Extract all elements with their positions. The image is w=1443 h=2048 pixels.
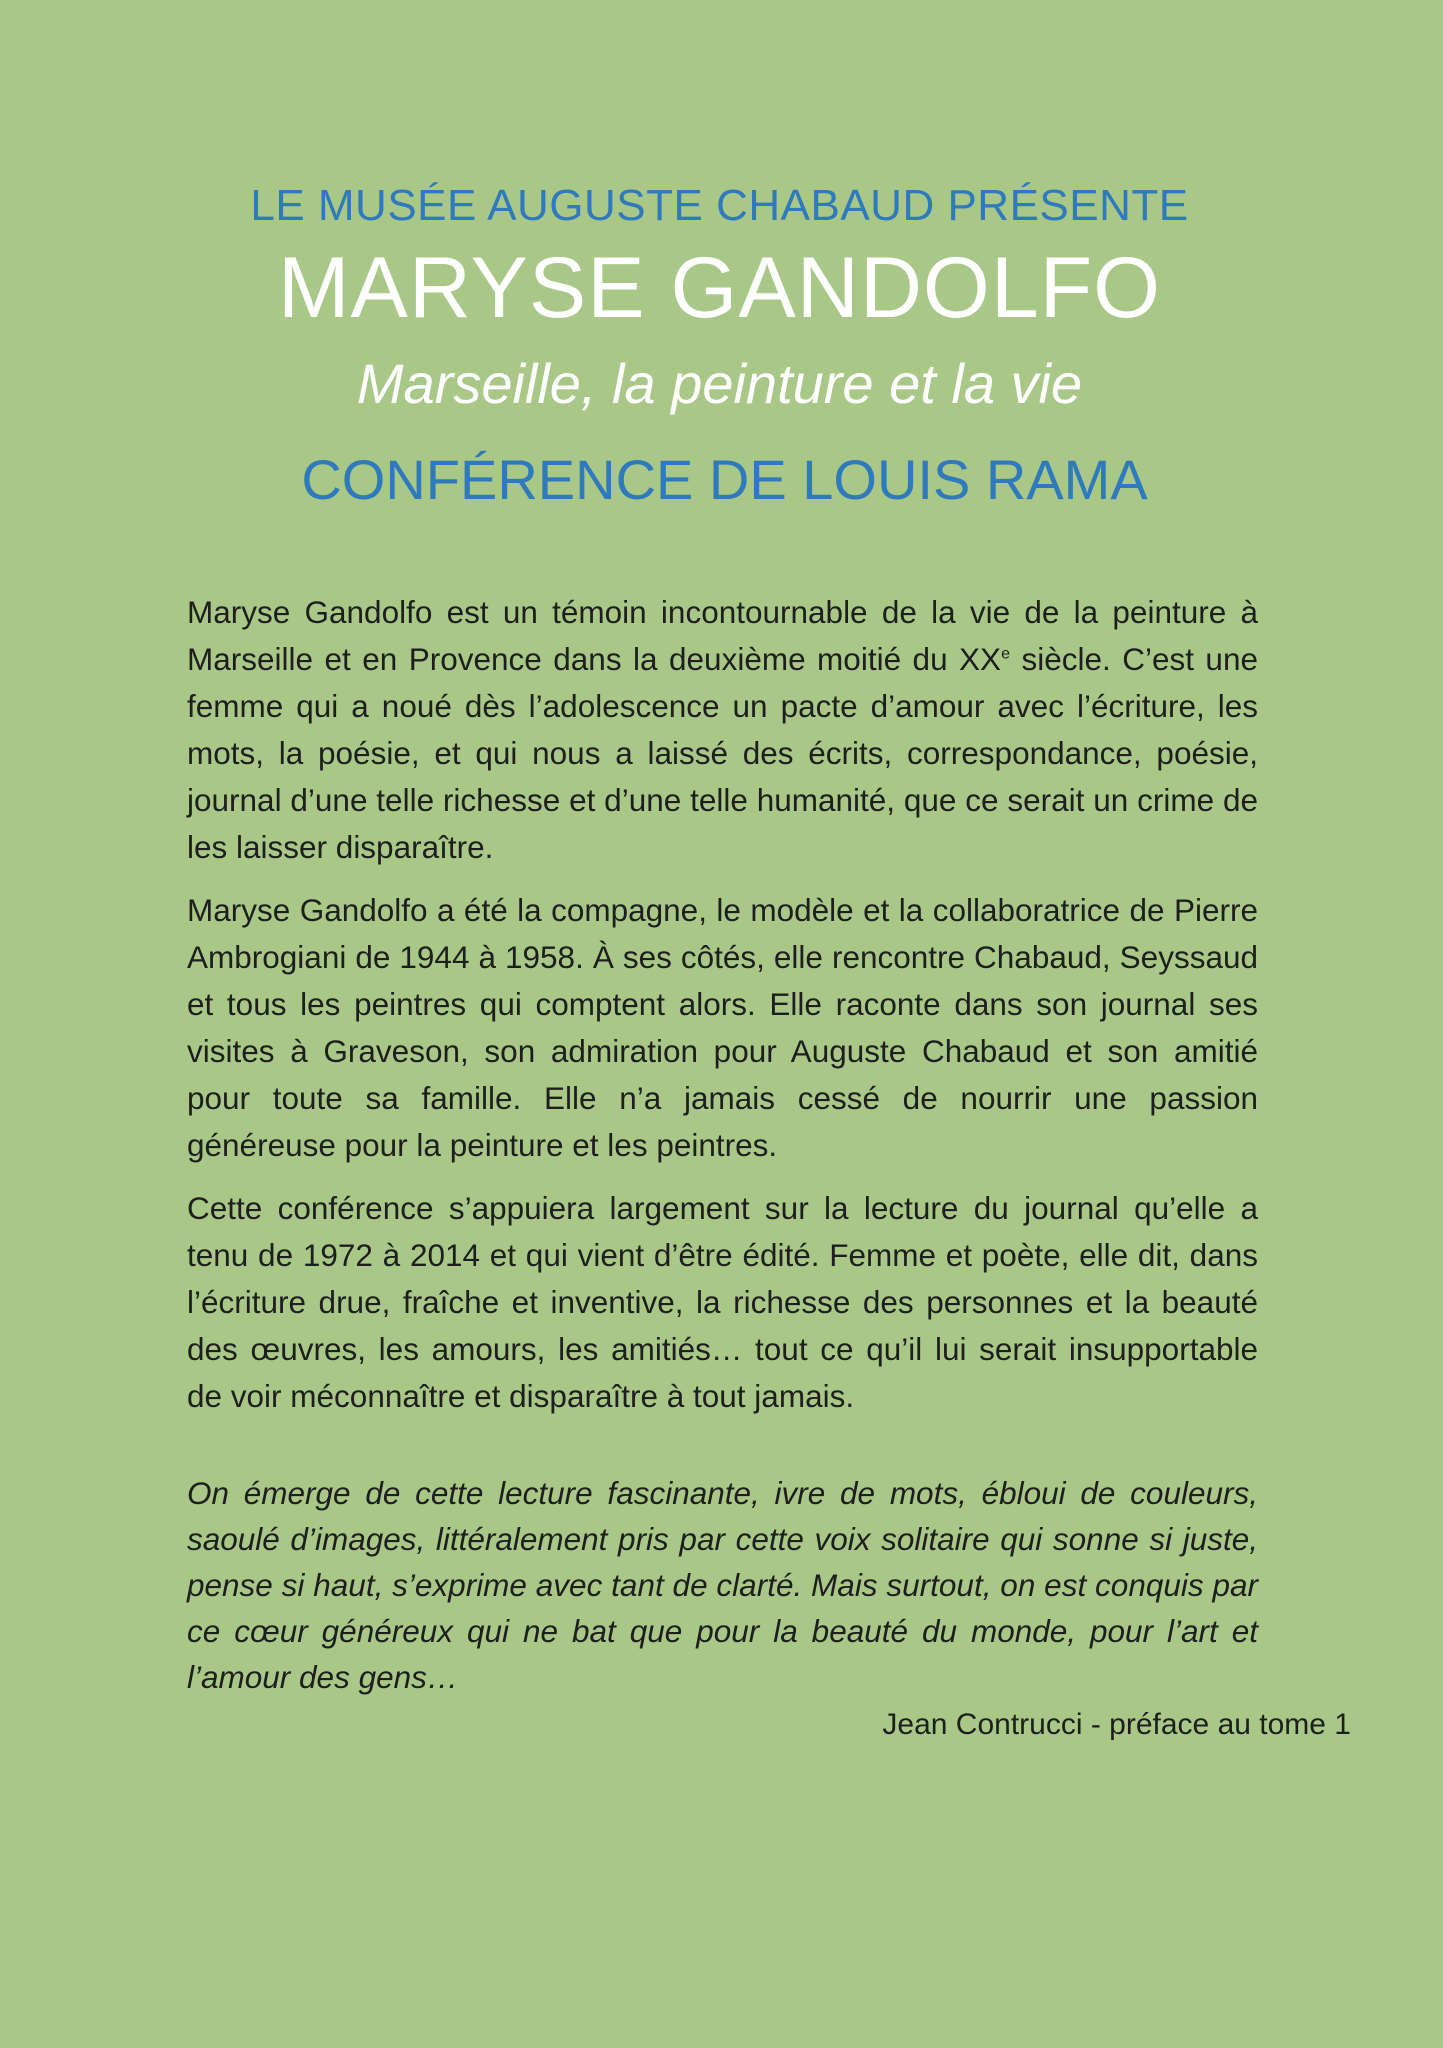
century-numeral: XX xyxy=(959,641,1002,677)
paragraph-intro-end: siècle. C’est une femme qui a noué dès l’adolescence un pacte d’amour avec l’écriture, les mots, la poésie, et qui nous a laissé des écrits, correspondance, poésie, journal d’une telle richesse et d’une telle humanité, que ce serait un crime de les laisser disparaître. xyxy=(187,641,1258,865)
flyer-body xyxy=(187,589,1351,1746)
flyer-header xyxy=(0,176,1443,518)
presenter-line: LE MUSÉE AUGUSTE CHABAUD PRÉSENTE xyxy=(250,181,1189,230)
century-superscript: e xyxy=(1001,645,1010,663)
paragraph-intro xyxy=(187,589,1258,871)
event-subtitle: Marseille, la peinture et la vie xyxy=(356,352,1083,415)
preface-quote: On émerge de cette lecture fascinante, ivre de mots, ébloui de couleurs, saoulé d’images, littéralement pris par cette voix solitaire qui sonne si juste, pense si haut, s’exprime avec tant de clarté. Mais surtout, on est conquis par ce cœur généreux qui ne bat que pour la beauté du monde, pour l’art et l’amour des gens… xyxy=(187,1475,1258,1695)
quote-attribution: Jean Contrucci - préface au tome 1 xyxy=(882,1708,1351,1741)
speaker-line: CONFÉRENCE DE LOUIS RAMA xyxy=(301,448,1148,511)
paragraph-biography: Maryse Gandolfo a été la compagne, le modèle et la collaboratrice de Pierre Ambrogiani de 1944 à 1958. À ses côtés, elle rencontre Chabaud, Seyssaud et tous les peintres qui comptent alors. Elle raconte dans son journal ses visites à Graveson, son admiration pour Auguste Chabaud et son amitié pour toute sa famille. Elle n’a jamais cessé de nourrir une passion généreuse pour la peinture et les peintres. xyxy=(187,892,1258,1163)
paragraph-intro-start: Maryse Gandolfo est un témoin incontournable de la vie de la peinture à Marseille et en Provence dans la deuxième moitié du xyxy=(187,594,1258,677)
paragraph-conference: Cette conférence s’appuiera largement sur la lecture du journal qu’elle a tenu de 1972 à 2014 et qui vient d’être édité. Femme et poète, elle dit, dans l’écriture drue, fraîche et inventive, la richesse des personnes et la beauté des œuvres, les amours, les amitiés… tout ce qu’il lui serait insupportable de voir méconnaître et disparaître à tout jamais. xyxy=(187,1190,1258,1414)
artist-name: MARYSE GANDOLFO xyxy=(277,240,1162,336)
